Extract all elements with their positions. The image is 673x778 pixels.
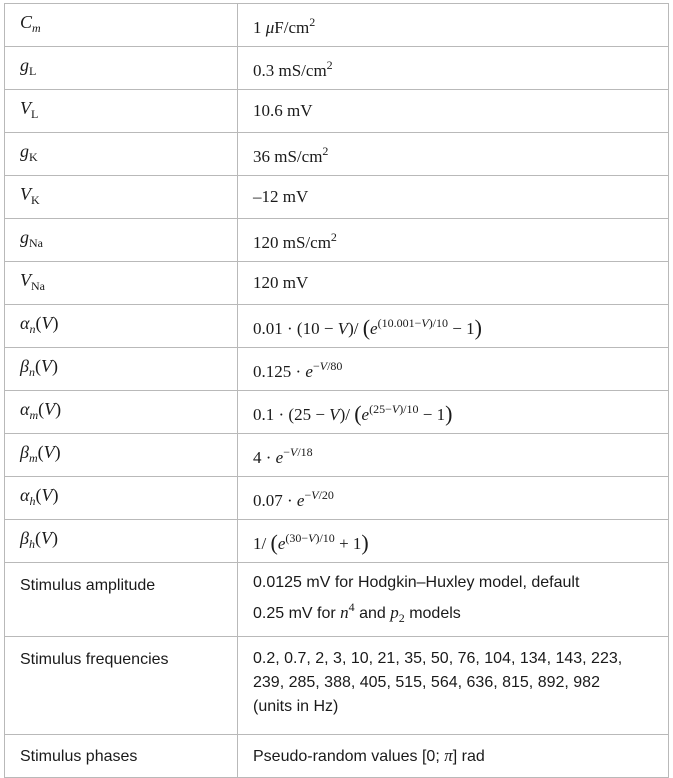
parameter-table (4, 3, 669, 778)
param-value-stimulus-amplitude: 0.0125 mV for Hodgkin–Huxley model, default 0.25 mV for $n^4$ and $p_2$ models (238, 563, 669, 637)
param-value-alpha-m: 0.1 · (25 − V)/ $(e^{(25-V)/10} - 1)$ (238, 391, 669, 434)
table-row (5, 4, 669, 47)
table-row (5, 305, 669, 348)
param-name-stimulus-amplitude: Stimulus amplitude (5, 563, 238, 637)
param-value-cm: 1 $\mu F/cm^2$ (238, 4, 669, 47)
table-row (5, 262, 669, 305)
table-row (5, 391, 669, 434)
param-name-beta-m: $\beta_m(V)$ (5, 434, 238, 477)
table-row (5, 735, 669, 778)
param-name-vk: $V_K$ (5, 176, 238, 219)
param-name-vl: $V_L$ (5, 90, 238, 133)
param-value-vl: 10.6 mV (238, 90, 669, 133)
param-value-beta-h: 1/ $(e^{(30-V)/10} + 1)$ (238, 520, 669, 563)
param-name-alpha-h: $\alpha_h(V)$ (5, 477, 238, 520)
param-value-gna: 120 $mS/cm^2$ (238, 219, 669, 262)
table-row (5, 348, 669, 391)
param-name-alpha-m: $\alpha_m(V)$ (5, 391, 238, 434)
param-name-beta-n: $\beta_n(V)$ (5, 348, 238, 391)
table-row (5, 219, 669, 262)
param-name-alpha-n: $\alpha_n(V)$ (5, 305, 238, 348)
param-value-gl: 0.3 $mS/cm^2$ (238, 47, 669, 90)
param-value-vna: 120 mV (238, 262, 669, 305)
table-row (5, 176, 669, 219)
param-value-stimulus-frequencies: 0.2, 0.7, 2, 3, 10, 21, 35, 50, 76, 104, 134, 143, 223, 239, 285, 388, 405, 515, 564, 636, 815, 892, 982 (units in Hz) (238, 637, 669, 735)
param-value-alpha-n: 0.01 · (10 − V)/ $(e^{(10.001-V)/10} - 1)$ (238, 305, 669, 348)
param-name-beta-h: $\beta_h(V)$ (5, 520, 238, 563)
param-value-gk: 36 $mS/cm^2$ (238, 133, 669, 176)
table-row (5, 520, 669, 563)
table-row (5, 563, 669, 637)
param-value-stimulus-phases: Pseudo-random values [0; π] rad (238, 735, 669, 778)
param-name-gk: $g_K$ (5, 133, 238, 176)
param-value-vk: –12 mV (238, 176, 669, 219)
param-value-alpha-h: $0.07 \cdot e^{-V/20}$ (238, 477, 669, 520)
param-value-beta-n: $0.125 \cdot e^{-V/80}$ (238, 348, 669, 391)
param-name-vna: $V_{Na}$ (5, 262, 238, 305)
table-row (5, 133, 669, 176)
table-row (5, 90, 669, 133)
table-row (5, 637, 669, 735)
table-row (5, 434, 669, 477)
param-name-stimulus-frequencies: Stimulus frequencies (5, 637, 238, 735)
table-row (5, 477, 669, 520)
param-name-cm: $C_m$ (5, 4, 238, 47)
param-value-beta-m: $4 \cdot e^{-V/18}$ (238, 434, 669, 477)
table-row (5, 47, 669, 90)
param-name-stimulus-phases: Stimulus phases (5, 735, 238, 778)
param-name-gl: $g_L$ (5, 47, 238, 90)
param-name-gna: $g_{Na}$ (5, 219, 238, 262)
